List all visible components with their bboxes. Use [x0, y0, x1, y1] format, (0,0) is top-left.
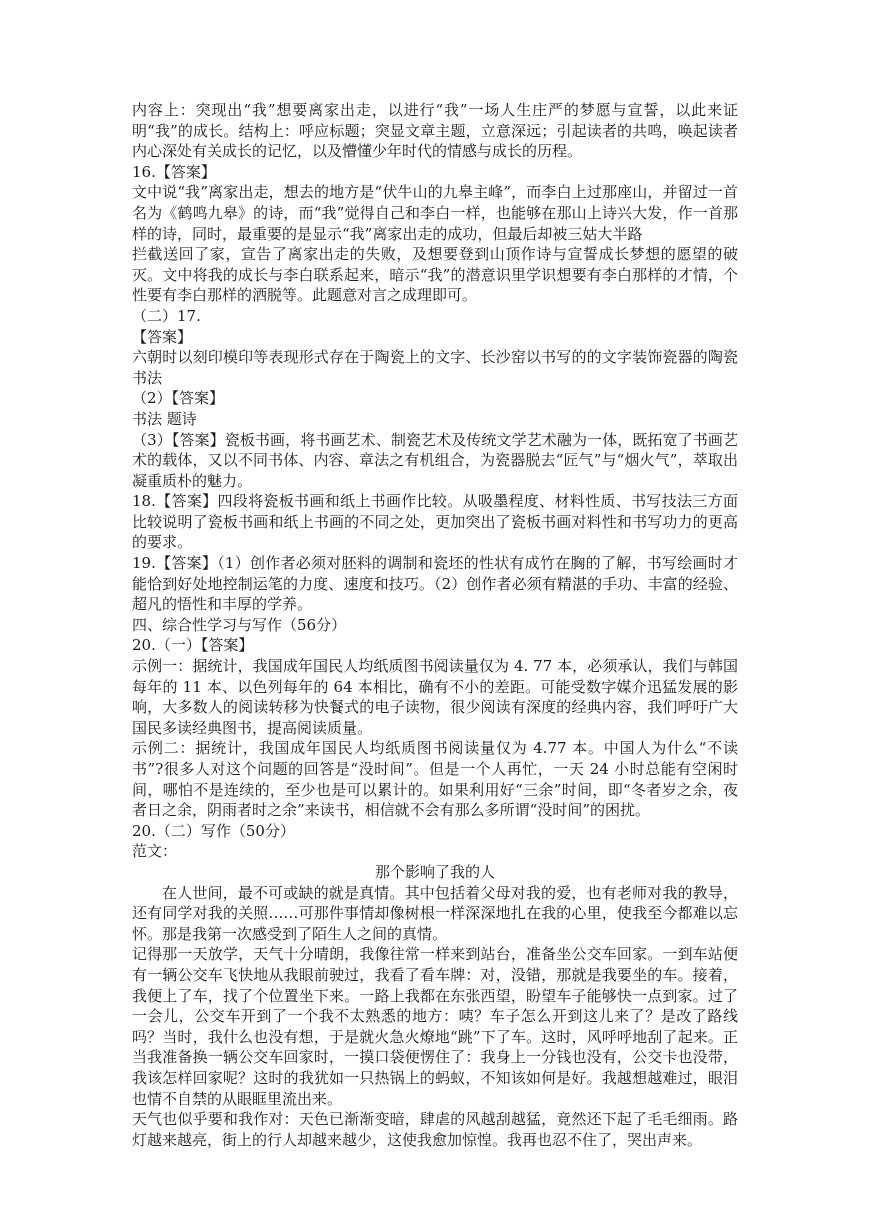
paragraph-example1: 示例一：据统计，我国成年国民人均纸质图书阅读量仅为 4. 77 本，必须承认，我们与韩国每年的 11 本、以色列每年的 64 本相比，确有不小的差距。可能受数字媒介迅猛发展的影响，大多数人的阅读转移为快餐式的电子读物，很少阅读有深度的经典内容，我们呼吁广大国民多读经典图书，提高阅读质量。: [132, 657, 738, 737]
answer-text-body: [132, 100, 738, 1150]
heading-q16-answer: 16.【答案】: [132, 162, 216, 181]
essay-title: 那个影响了我的人: [374, 862, 495, 881]
heading-section2-q17: （二）17.: [132, 306, 201, 325]
paragraph-q17-3: （3）【答案】瓷板书画，将书画艺术、制瓷艺术及传统文学艺术融为一体，既拓宽了书画艺术的载体，又以不同书体、内容、章法之有机组合，为瓷器脱去“匠气”与“烟火气”，萃取出凝重质朴的魅力。: [132, 430, 738, 490]
heading-q17-answer: 【答案】: [132, 327, 193, 346]
essay-paragraph-3: 天气也似乎要和我作对：天色已渐渐变暗，肆虐的风越刮越猛，竟然还下起了毛毛细雨。路灯越来越亮，街上的行人却越来越少，这使我愈加惊惶。我再也忍不住了，哭出声来。: [132, 1110, 738, 1149]
paragraph-example2: 示例二：据统计，我国成年国民人均纸质图书阅读量仅为 4.77 本。中国人为什么“不读书”?很多人对这个问题的回答是“没时间”。但是一个人再忙，一天 24 小时总能有空闲时间，哪怕不是连续的，至少也是可以累计的。如果利用好“三余”时间，即“冬者岁之余，夜者日之余，阴雨者时之余”来读书，相信就不会有那么多所谓“没时间”的困扰。: [132, 739, 738, 820]
heading-q20-2-writing: 20.（二）写作（50分）: [132, 821, 295, 840]
paragraph-content-structure: 内容上：突现出“我”想要离家出走，以进行“我”一场人生庄严的梦愿与宣誓，以此来证明“我”的成长。结构上：呼应标题；突显文章主题，立意深远；引起读者的共鸣，唤起读者内心深处有关成长的记忆，以及懵懂少年时代的情感与成长的历程。: [132, 101, 738, 161]
paragraph-q16-part1: 文中说“我”离家出走，想去的地方是“伏牛山的九皋主峰”，而李白上过那座山，并留过一首名为《鹤鸣九皋》的诗，而“我”觉得自己和李白一样，也能够在那山上诗兴大发，作一首那样的诗，同时，最重要的是显示“我”离家出走的成功，但最后却被三姑大半路: [132, 183, 738, 243]
paragraph-q16-part2: 拦截送回了家，宣告了离家出走的失败，及想要登到山顶作诗与宣誓成长梦想的愿望的破灭。文中将我的成长与李白联系起来，暗示“我”的潜意识里学识想要有李白那样的才情，个性要有李白那样的洒脱等。此题意对言之成理即可。: [132, 245, 738, 305]
heading-section4: 四、综合性学习与写作（56分）: [132, 615, 347, 634]
heading-q20-1-answer: 20.（一）【答案】: [132, 636, 254, 655]
paragraph-q17-2: 书法 题诗: [132, 409, 197, 428]
paragraph-q18: 18.【答案】四段将瓷板书画和纸上书画作比较。从吸墨程度、材料性质、书写技法三方面比较说明了瓷板书画和纸上书画的不同之处，更加突出了瓷板书画对料性和书写功力的更高的要求。: [132, 492, 738, 552]
paragraph-q19: 19.【答案】（1）创作者必须对胚料的调制和瓷坯的性状有成竹在胸的了解，书写绘画时才能恰到好处地控制运笔的力度、速度和技巧。（2）创作者必须有精湛的手功、丰富的经验、超凡的悟性和丰厚的学养。: [132, 554, 738, 614]
heading-q17-2-answer: （2）【答案】: [132, 389, 225, 408]
label-sample-essay: 范文：: [132, 842, 178, 861]
essay-paragraph-1: 在人世间，最不可或缺的就是真情。其中包括着父母对我的爱，也有老师对我的教导，还有同学对我的关照……可那件事情却像树根一样深深地扎在我的心里，使我至今都难以忘怀。那是我第一次感受到了陌生人之间的真情。: [132, 883, 738, 943]
paragraph-q17-1: 六朝时以刻印模印等表现形式存在于陶瓷上的文字、长沙窑以书写的的文字装饰瓷器的陶瓷书法: [132, 348, 738, 387]
essay-paragraph-2: 记得那一天放学，天气十分晴朗，我像往常一样来到站台，准备坐公交车回家。一到车站便有一辆公交车飞快地从我眼前驶过，我看了看车牌：对，没错，那就是我要坐的车。接着，我便上了车，找了个位置坐下来。一路上我都在东张西望，盼望车子能够快一点到家。过了一会儿，公交车开到了一个我不太熟悉的地方：咦？车子怎么开到这儿来了？是改了路线吗？当时，我什么也没有想，于是就火急火燎地“跳”下了车。这时，风呼呼地刮了起来。正当我准备换一辆公交车回家时，一摸口袋便愣住了：我身上一分钱也没有，公交卡也没带，我该怎样回家呢？这时的我犹如一只热锅上的蚂蚁，不知该如何是好。我越想越难过，眼泪也情不自禁的从眼眶里流出来。: [132, 945, 738, 1108]
